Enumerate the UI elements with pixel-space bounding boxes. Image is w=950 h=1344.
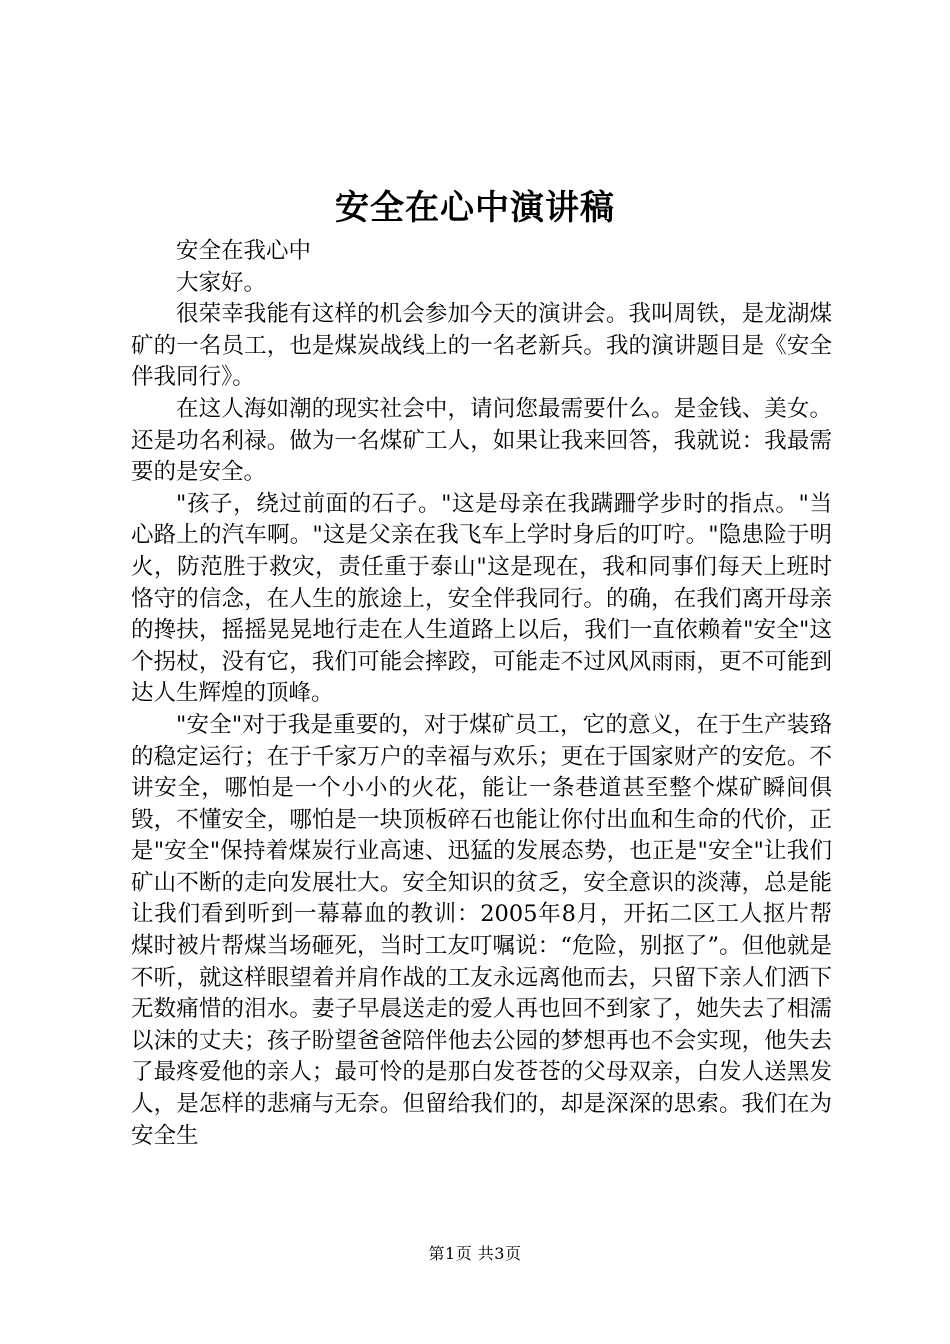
- paragraph-question: 在这人海如潮的现实社会中，请问您最需要什么。是金钱、美女。还是功名利禄。做为一名煤矿工人，如果让我来回答，我就说：我最需要的是安全。: [131, 395, 832, 486]
- paragraph-subtitle: 安全在我心中: [176, 238, 312, 264]
- paragraph-memories: "孩子，绕过前面的石子。"这是母亲在我蹒跚学步时的指点。"当心路上的汽车啊。"这是父亲在我飞车上学时身后的叮咛。"隐患险于明火，防范胜于救灾，责任重于泰山"这是现在，我和同事们每天上班时恪守的信念，在人生的旅途上，安全伴我同行。的确，在我们离开母亲的搀扶，摇摇晃晃地行走在人生道路上以后，我们一直依赖着"安全"这个拐杖，没有它，我们可能会摔跤，可能走不过风风雨雨，更不可能到达人生辉煌的顶峰。: [131, 490, 832, 707]
- paragraph-introduction: 很荣幸我能有这样的机会参加今天的演讲会。我叫周铁，是龙湖煤矿的一名员工，也是煤炭战线上的一名老新兵。我的演讲题目是《安全伴我同行》。: [131, 301, 832, 391]
- paragraph-greeting: 大家好。: [176, 269, 267, 296]
- page-footer: 第1页 共3页: [428, 1244, 522, 1263]
- paragraph-importance: "安全"对于我是重要的，对于煤矿员工，它的意义，在于生产装臵的稳定运行；在于千家万户的幸福与欢乐；更在于国家财产的安危。不讲安全，哪怕是一个小小的火花，能让一条巷道甚至整个煤矿瞬间俱毁，不懂安全，哪怕是一块顶板碎石也能让你付出血和生命的代价，正是"安全"保持着煤炭行业高速、迅猛的发展态势，也正是"安全"让我们矿山不断的走向发展壮大。安全知识的贫乏，安全意识的淡薄，总是能让我们看到听到一幕幕血的教训：2005年8月，开拓二区工人抠片帮煤时被片帮煤当场砸死，当时工友叮嘱说：“危险，别抠了”。但他就是不听，就这样眼望着并肩作战的工友永远离他而去，只留下亲人们洒下无数痛惜的泪水。妻子早晨送走的爱人再也回不到家了，她失去了相濡以沫的丈夫；孩子盼望爸爸陪伴他去公园的梦想再也不会实现，他失去了最疼爱他的亲人；最可怜的是那白发苍苍的父母双亲，白发人送黑发人，是怎样的悲痛与无奈。但留给我们的，却是深深的思索。我们在为安全生: [131, 711, 832, 1149]
- document-body: [131, 236, 832, 1152]
- document-title: 安全在心中演讲稿: [335, 188, 615, 228]
